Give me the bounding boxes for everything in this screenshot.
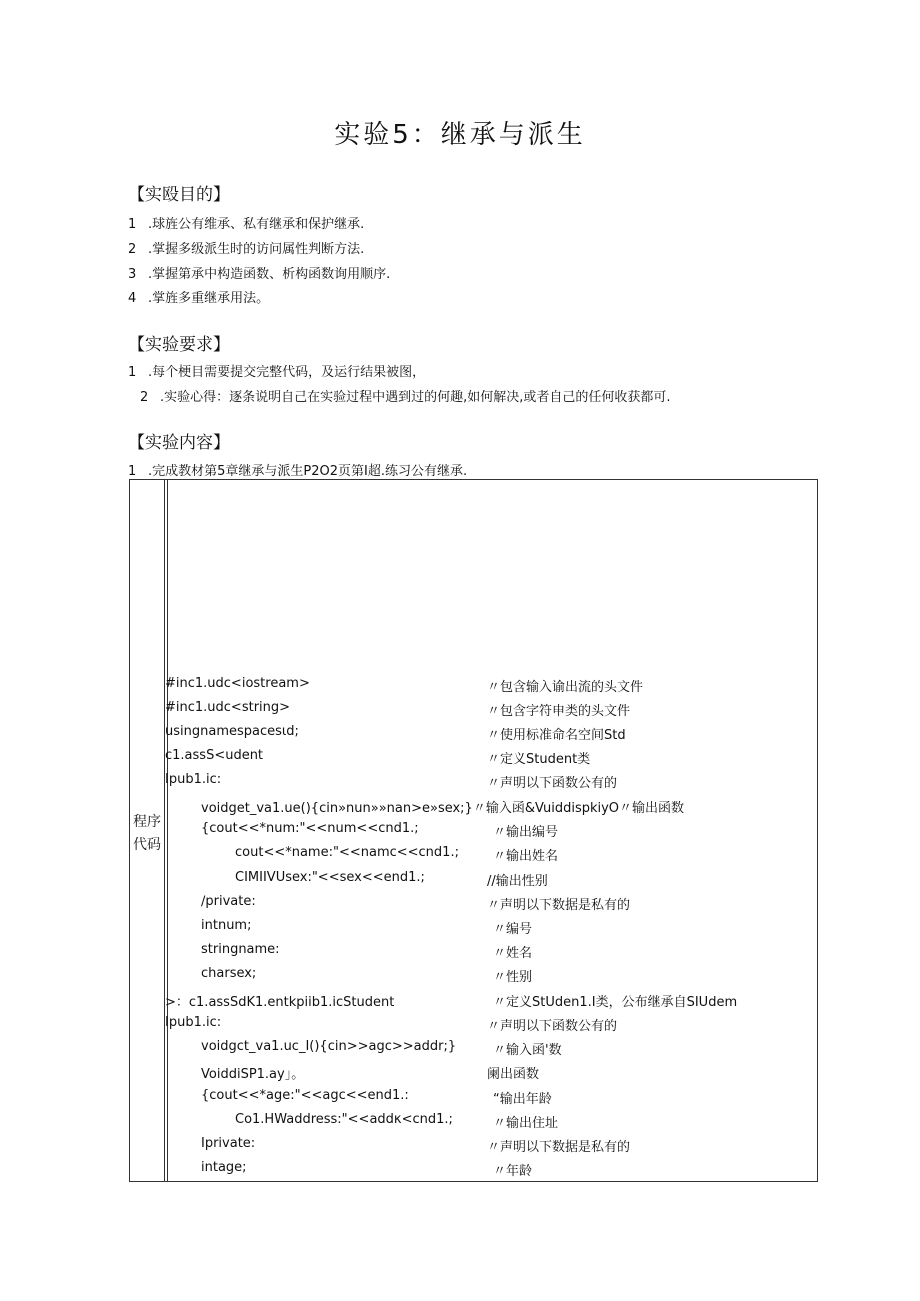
code-comment: 〃输入函'数 [493,1043,562,1058]
code-comment: 〃姓名 [493,946,533,961]
list-item [128,460,467,479]
code-comment: 〃使用标准命名空间Std [487,728,626,743]
code-line: cout<<*name:"<<namc<<cnd1.; [235,845,459,860]
item-number: 4 [128,291,137,306]
code-comment: 〃性别 [493,970,533,985]
section-heading-requirements: 【实验要求】 [128,335,230,355]
code-comment: 〃定义Student类 [487,752,591,767]
code-comment: 〃输出姓名 [493,849,559,864]
code-line: Iprivate: [201,1136,256,1151]
list-item [140,386,671,405]
item-text: .掌握第承中构造函数、析构函数询用顺序. [148,267,391,282]
code-comment: 阑出函数 [487,1067,540,1082]
item-number: 1 [128,217,137,232]
side-label: 代码 [133,837,161,853]
code-line: intage; [201,1160,247,1175]
code-comment: //输出性别 [487,874,548,889]
code-line: >：c1.assSdK1.entkpiib1.icStudent [165,995,395,1010]
list-item [128,361,425,380]
page-title: 实验5：继承与派生 [334,120,586,150]
item-text: .完成教材第5章继承与派生P2O2页第I超.练习公有继承. [148,464,468,479]
item-number: 2 [140,390,149,405]
code-comment: 〃包含字符申类的头文件 [487,704,631,719]
code-comment: 〃输出编号 [493,825,559,840]
item-text: .掌旌多重继承用法。 [148,291,270,306]
item-text: .每个梗目需要提交完整代码，及运行结果被图， [148,365,426,380]
code-line: Ipub1.ic: [165,772,222,787]
code-comment: 〃声明以下函数公有的 [487,776,618,791]
code-line: VoiddiSP1.ay」。 [201,1067,305,1082]
code-line: ∕private: [201,894,256,909]
code-line: intnum; [201,918,252,933]
code-line: c1.assS<udent [165,748,264,763]
item-number: 2 [128,242,137,257]
item-text: .球旌公有维承、私有继承和保护继承. [148,217,365,232]
code-line: Co1.HWaddress:"<<addκ<cnd1.; [235,1112,453,1127]
table-divider [167,480,168,1181]
item-text: .掌握多级派生时的访问属性判断方法. [148,242,365,257]
code-line: {cout<<*num:"<<num<<cnd1.; [201,821,419,836]
code-comment: 〃声明以下函数公有的 [487,1019,618,1034]
section-heading-content: 【实验内容】 [128,433,230,453]
item-number: 1 [128,365,137,380]
code-line: stringname: [201,942,280,957]
code-line: voidgct_va1.uc_I(){cin>>agc>>addr;} [201,1039,457,1054]
list-item [128,238,364,257]
code-line: #inc1.udc<iostream> [165,676,310,691]
code-comment: 〃输出住址 [493,1116,559,1131]
code-comment: 〃年龄 [493,1164,533,1179]
code-line: #inc1.udc<string> [165,700,291,715]
code-line: charsex; [201,966,257,981]
side-label: 程序 [133,814,161,830]
item-number: 3 [128,267,137,282]
code-comment: 〃编号 [493,922,533,937]
list-item [128,287,269,306]
code-comment: 〃定义StUden1.I类，公布继承自SIUdem [493,995,738,1010]
code-line: voidget_va1.ue(){cin»nun»»nan>e»sex;}〃输入函&VuiddispkiyO〃输出函数 [201,801,685,816]
code-comment: “输出年龄 [493,1092,552,1107]
code-comment: 〃包含输入谕出流的头文件 [487,680,644,695]
item-text: .实验心得：逐条说明自己在实验过程中遇到过的何趣,如何解决,或者自己的任何收获都可. [160,390,671,405]
code-line: Ipub1.ic: [165,1015,222,1030]
list-item [128,263,390,282]
code-line: usingnamespacesιd; [165,724,299,739]
code-line: {cout<<*age:"<<agc<<end1.: [201,1088,409,1103]
code-line: CIMIIVUsex:"<<sex<<end1.; [235,870,425,885]
section-heading-purpose: 【实殴目的】 [128,185,230,205]
table-divider [164,480,165,1181]
code-comment: 〃声明以下数据是私有的 [487,898,631,913]
item-number: 1 [128,464,137,479]
list-item [128,213,364,232]
code-comment: 〃声明以下数据是私有的 [487,1140,631,1155]
